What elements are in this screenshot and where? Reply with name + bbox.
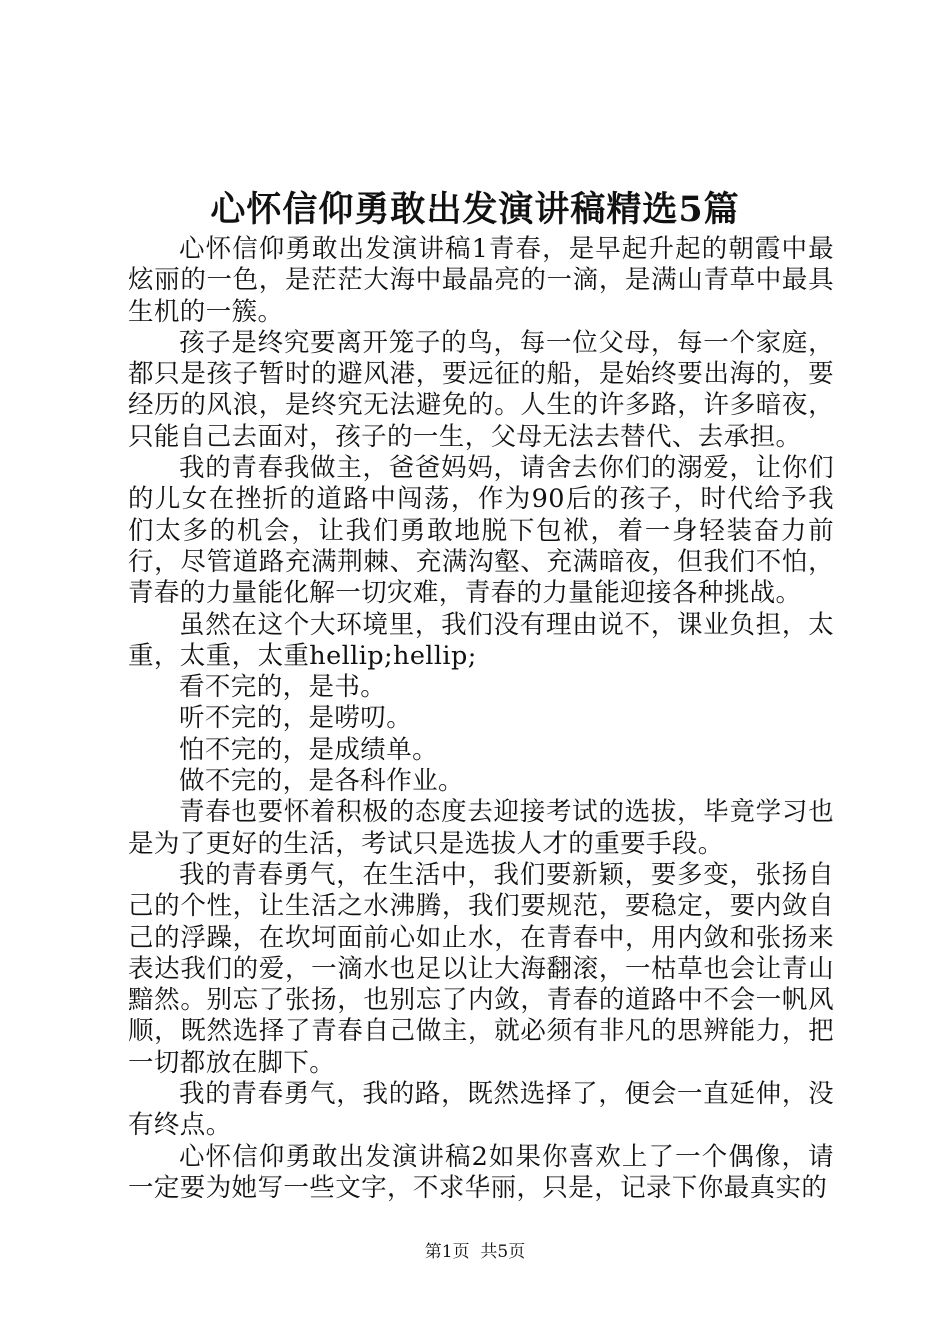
document-title: 心怀信仰勇敢出发演讲稿精选5篇 bbox=[210, 189, 740, 230]
paragraph: 我的青春勇气，我的路，既然选择了，便会一直延伸，没有终点。 bbox=[128, 1079, 834, 1141]
paragraph: 心怀信仰勇敢出发演讲稿2如果你喜欢上了一个偶像，请一定要为她写一些文字，不求华丽，只是，记录下你最真实的 bbox=[128, 1141, 834, 1203]
document-body bbox=[128, 234, 834, 1204]
paragraph: 心怀信仰勇敢出发演讲稿1青春，是早起升起的朝霞中最炫丽的一色，是茫茫大海中最晶亮的一滴，是满山青草中最具生机的一簇。 bbox=[128, 234, 834, 327]
paragraph: 我的青春勇气，在生活中，我们要新颖，要多变，张扬自己的个性，让生活之水沸腾，我们要规范，要稳定，要内敛自己的浮躁，在坎坷面前心如止水，在青春中，用内敛和张扬来表达我们的爱，一滴水也足以让大海翻滚，一枯草也会让青山黯然。别忘了张扬，也别忘了内敛，青春的道路中不会一帆风顺，既然选择了青春自己做主，就必须有非凡的思辨能力，把一切都放在脚下。 bbox=[128, 859, 834, 1078]
paragraph: 怕不完的，是成绩单。 bbox=[179, 734, 439, 765]
paragraph: 虽然在这个大环境里，我们没有理由说不，课业负担，太重，太重，太重hellip;hellip; bbox=[128, 609, 834, 671]
paragraph: 做不完的，是各科作业。 bbox=[179, 766, 464, 797]
page-footer bbox=[0, 1240, 950, 1264]
paragraph: 我的青春我做主，爸爸妈妈，请舍去你们的溺爱，让你们的儿女在挫折的道路中闯荡，作为90后的孩子，时代给予我们太多的机会，让我们勇敢地脱下包袱，着一身轻装奋力前行，尽管道路充满荆棘、充满沟壑、充满暗夜，但我们不怕，青春的力量能化解一切灾难，青春的力量能迎接各种挑战。 bbox=[128, 453, 834, 609]
paragraph: 听不完的，是唠叨。 bbox=[179, 703, 413, 734]
page-number: 第1页 bbox=[424, 1242, 470, 1262]
paragraph: 孩子是终究要离开笼子的鸟，每一位父母，每一个家庭，都只是孩子暂时的避风港，要远征的船，是始终要出海的，要经历的风浪，是终究无法避免的。人生的许多路，许多暗夜，只能自己去面对，孩子的一生，父母无法去替代、去承担。 bbox=[128, 327, 834, 452]
paragraph: 青春也要怀着积极的态度去迎接考试的选拔，毕竟学习也是为了更好的生活，考试只是选拔人才的重要手段。 bbox=[128, 797, 834, 859]
page-total: 共5页 bbox=[480, 1242, 526, 1262]
paragraph: 看不完的，是书。 bbox=[179, 672, 387, 703]
